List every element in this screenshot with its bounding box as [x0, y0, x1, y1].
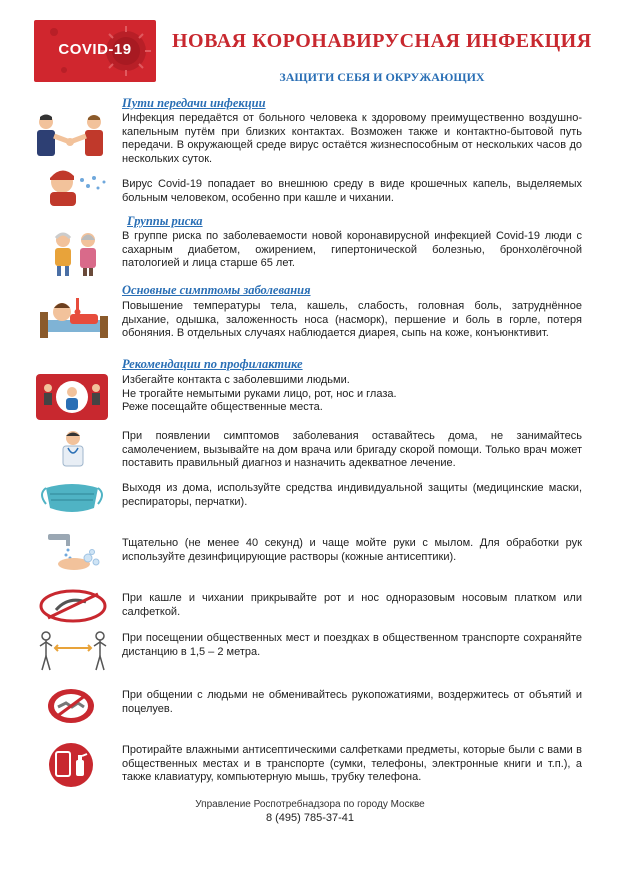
text-transmission-1: Инфекция передаётся от больного человека к здоровому преимущественно воздушно-капельным путём при близких контактах. Возможен также и контактно-бытовой путь передачи. В окружающей среде вирус остаётся жизнеспособным от нескольких часов до нескольких суток.	[122, 112, 582, 165]
logo-text: COVID-19	[58, 41, 132, 58]
text-rec-3: Выходя из дома, используйте средства индивидуальной защиты (медицинские маски, респираторы, перчатки).	[122, 482, 582, 508]
rec-1-line-2: Не трогайте немытыми руками лицо, рот, нос и глаза.	[122, 387, 397, 400]
rec-1-line-3: Реже посещайте общественные места.	[122, 401, 323, 414]
footer-organization: Управление Роспотребнадзора по городу Москве	[195, 799, 425, 810]
mask-icon	[36, 478, 108, 518]
section-heading-transmission: Пути передачи инфекции	[122, 96, 266, 110]
text-rec-6: При посещении общественных мест и поездках в общественном транспорте сохраняйте дистанцию в 1,5 – 2 метра.	[122, 632, 582, 658]
page-title: НОВАЯ КОРОНАВИРУСНАЯ ИНФЕКЦИЯ	[172, 30, 592, 52]
sneeze-icon	[36, 166, 112, 206]
handwash-icon	[38, 530, 108, 572]
handshake-icon	[32, 112, 108, 158]
text-rec-2: При появлении симптомов заболевания оставайтесь дома, не занимайтесь самолечением, вызывайте на дом врача или бригаду скорой помощи. Только врач может поставить правильный диагноз и назначить адекватное лечение.	[122, 430, 582, 470]
page-subtitle: ЗАЩИТИ СЕБЯ И ОКРУЖАЮЩИХ	[279, 70, 485, 84]
text-transmission-2: Вирус Covid-19 попадает во внешнюю среду в виде крошечных капель, выделяемых больным человеком, особенно при кашле и чихании.	[122, 178, 582, 204]
rec-1-line-1: Избегайте контакта с заболевшими людьми.	[122, 374, 350, 386]
sick-in-bed-icon	[36, 292, 112, 340]
footer-phone: 8 (495) 785-37-41	[265, 812, 355, 824]
text-rec-5: При кашле и чихании прикрывайте рот и нос одноразовым носовым платком или салфеткой.	[122, 592, 582, 618]
covid-logo	[34, 20, 156, 82]
elderly-couple-icon	[48, 232, 104, 276]
text-rec-7: При общении с людьми не обменивайтесь рукопожатиями, воздержитесь от объятий и поцелуев.	[122, 689, 582, 715]
text-risk: В группе риска по заболеваемости новой коронавирусной инфекцией Covid-19 люди с сахарным диабетом, ожирением, гипертонической болезнью, бронхолёгочной патологией и лица старше 65 лет.	[122, 230, 582, 270]
crowd-icon	[36, 374, 108, 420]
no-handshake-icon	[46, 687, 96, 725]
text-rec-1	[122, 374, 582, 415]
section-heading-risk: Группы риска	[127, 214, 203, 228]
text-rec-4: Тщательно (не менее 40 секунд) и чаще мойте руки с мылом. Для обработки рук используйте дезинфицирующие растворы (кожные антисептики).	[122, 537, 582, 563]
text-rec-8: Протирайте влажными антисептическими салфетками предметы, которые были с вами в общественных местах и в транспорте (сумки, телефоны, электронные книги и т.п.), а также клавиатуру, компьютерную мышь, трубку телефона.	[122, 744, 582, 784]
text-symptoms: Повышение температуры тела, кашель, слабость, головная боль, затруднённое дыхание, одышка, заложенность носа (насморк), першение и боль в горле, потеря обоняния. В отдельных случаях наблюдается диарея, сыпь на коже, конъюнктивит.	[122, 300, 582, 340]
distance-icon	[38, 630, 108, 672]
no-sneeze-icon	[38, 588, 108, 624]
doctor-icon	[56, 430, 90, 468]
section-heading-symptoms: Основные симптомы заболевания	[122, 283, 311, 297]
section-heading-recommendations: Рекомендации по профилактике	[122, 357, 303, 371]
disinfect-phone-icon	[40, 742, 102, 788]
